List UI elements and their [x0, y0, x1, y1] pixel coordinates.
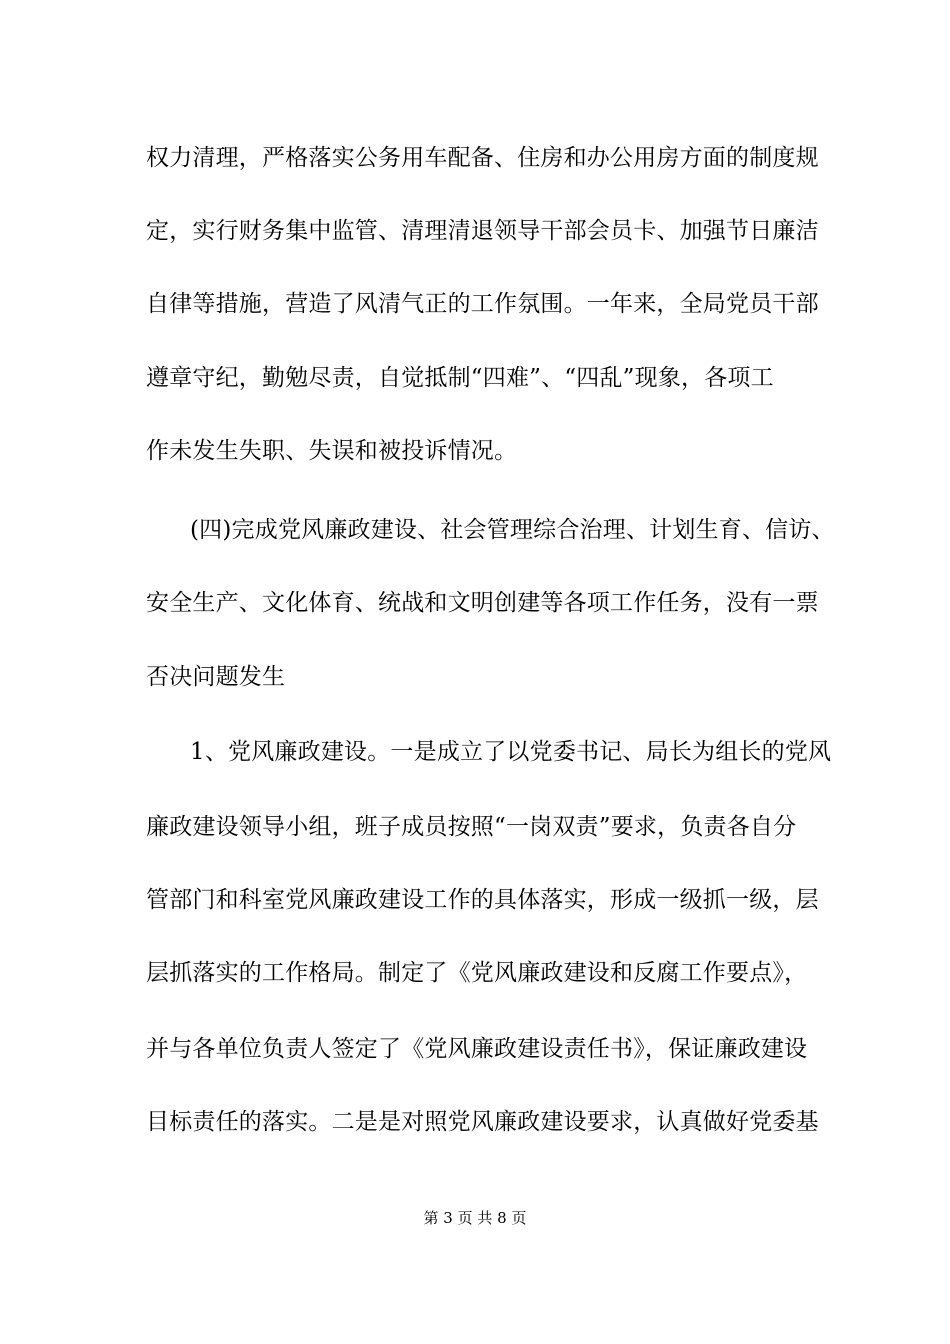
body-text-line: 目标责任的落实。二是是对照党风廉政建设要求，认真做好党委基: [146, 1109, 819, 1135]
body-text-line: 遵章守纪，勤勉尽责，自觉抵制“四难”、“四乱”现象，各项工: [146, 365, 774, 391]
body-text-line: 1、党风廉政建设。一是成立了以党委书记、局长为组长的党风: [190, 739, 832, 765]
page-number-footer: 第 3 页 共 8 页: [423, 1209, 527, 1227]
section-heading-line: 安全生产、文化体育、统战和文明创建等各项工作任务，没有一票: [146, 590, 819, 616]
section-heading-line: 否决问题发生: [146, 664, 286, 690]
body-text-line: 自律等措施，营造了风清气正的工作氛围。一年来，全局党员干部: [146, 291, 819, 317]
body-text-line: 层抓落实的工作格局。制定了《党风廉政建设和反腐工作要点》，: [146, 960, 808, 986]
body-text-line: 管部门和科室党风廉政建设工作的具体落实，形成一级抓一级，层: [146, 887, 819, 913]
section-heading-line: (四)完成党风廉政建设、社会管理综合治理、计划生育、信访、: [190, 517, 835, 543]
body-text-line: 并与各单位负责人签定了《党风廉政建设责任书》，保证廉政建设: [146, 1036, 808, 1062]
body-text-line: 权力清理，严格落实公务用车配备、住房和办公用房方面的制度规: [146, 145, 819, 171]
body-text-line: 作未发生失职、失误和被投诉情况。: [146, 438, 518, 464]
body-text-line: 定，实行财务集中监管、清理清退领导干部会员卡、加强节日廉洁: [146, 218, 819, 244]
body-text-line: 廉政建设领导小组，班子成员按照“一岗双责”要求，负责各自分: [146, 814, 797, 840]
